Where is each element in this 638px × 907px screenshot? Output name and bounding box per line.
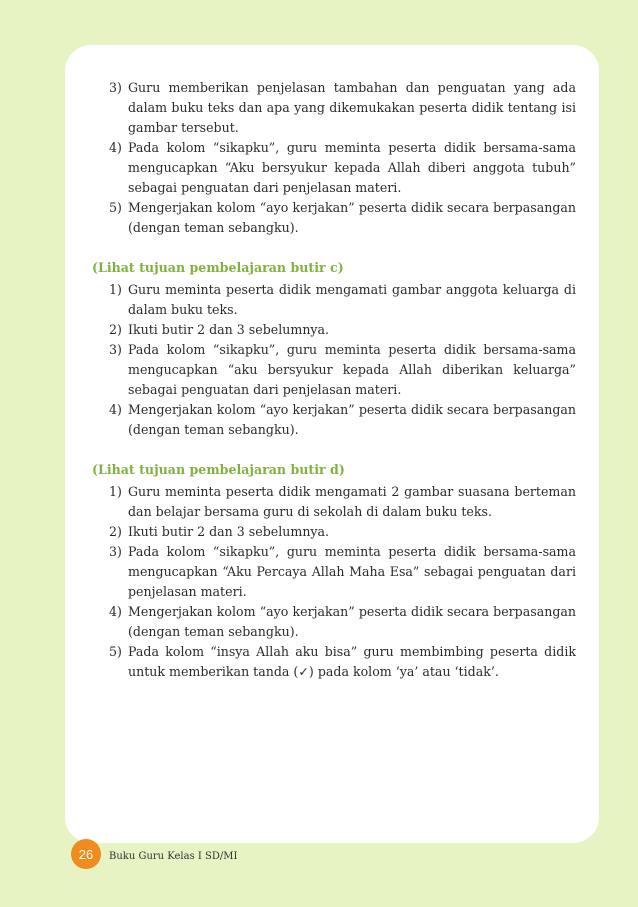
list-text: Pada kolom “sikapku”, guru meminta peserta didik bersama-sama mengucapkan “Aku bersyukur kepada Allah diberi anggota tubuh” sebagai penguatan dari penjelasan materi.	[128, 140, 576, 195]
list-text: Ikuti butir 2 dan 3 sebelumnya.	[128, 524, 330, 539]
list-text: Pada kolom “sikapku”, guru meminta peserta didik bersama-sama mengucapkan “Aku Percaya Allah Maha Esa” sebagai penguatan dari penjelasan materi.	[128, 544, 576, 599]
list-number: 1)	[109, 282, 122, 297]
list-item	[92, 400, 576, 440]
list-text: Mengerjakan kolom “ayo kerjakan” peserta didik secara berpasangan (dengan teman sebangku).	[128, 402, 576, 437]
list-item	[92, 340, 576, 400]
list-number: 1)	[109, 484, 122, 499]
list-item	[92, 138, 576, 198]
list-number: 5)	[109, 200, 122, 215]
section-heading-d: (Lihat tujuan pembelajaran butir d)	[92, 462, 345, 477]
list-section-1	[92, 78, 576, 238]
list-number: 4)	[109, 140, 122, 155]
list-item	[92, 78, 576, 138]
list-item	[92, 542, 576, 602]
list-section-d	[92, 482, 576, 682]
list-item	[92, 198, 576, 238]
list-item	[92, 280, 576, 320]
footer-book-title: Buku Guru Kelas I SD/MI	[109, 851, 238, 862]
list-number: 2)	[109, 322, 122, 337]
list-number: 4)	[109, 402, 122, 417]
list-text: Ikuti butir 2 dan 3 sebelumnya.	[128, 322, 330, 337]
page-content	[92, 78, 576, 682]
list-text: Guru memberikan penjelasan tambahan dan penguatan yang ada dalam buku teks dan apa yang dikemukakan peserta didik tentang isi gambar tersebut.	[128, 80, 576, 135]
list-number: 3)	[109, 544, 122, 559]
list-number: 3)	[109, 80, 122, 95]
list-text: Mengerjakan kolom “ayo kerjakan” peserta didik secara berpasangan (dengan teman sebangku).	[128, 604, 576, 639]
list-number: 3)	[109, 342, 122, 357]
list-item	[92, 602, 576, 642]
section-heading-c: (Lihat tujuan pembelajaran butir c)	[92, 260, 344, 275]
page-number-badge: 26	[71, 839, 101, 869]
list-item	[92, 482, 576, 522]
list-text: Mengerjakan kolom “ayo kerjakan” peserta didik secara berpasangan (dengan teman sebangku).	[128, 200, 576, 235]
list-item	[92, 320, 576, 340]
list-item	[92, 522, 576, 542]
list-text: Pada kolom “sikapku”, guru meminta peserta didik bersama-sama mengucapkan “aku bersyukur kepada Allah diberikan keluarga” sebagai penguatan dari penjelasan materi.	[128, 342, 576, 397]
list-number: 4)	[109, 604, 122, 619]
list-text: Guru meminta peserta didik mengamati gambar anggota keluarga di dalam buku teks.	[128, 282, 576, 317]
list-number: 5)	[109, 644, 122, 659]
list-text: Pada kolom “insya Allah aku bisa” guru membimbing peserta didik untuk memberikan tanda (✓) pada kolom ‘ya’ atau ‘tidak’.	[128, 644, 576, 679]
list-text: Guru meminta peserta didik mengamati 2 gambar suasana berteman dan belajar bersama guru di sekolah di dalam buku teks.	[128, 484, 576, 519]
list-number: 2)	[109, 524, 122, 539]
list-item	[92, 642, 576, 682]
list-section-c	[92, 280, 576, 440]
